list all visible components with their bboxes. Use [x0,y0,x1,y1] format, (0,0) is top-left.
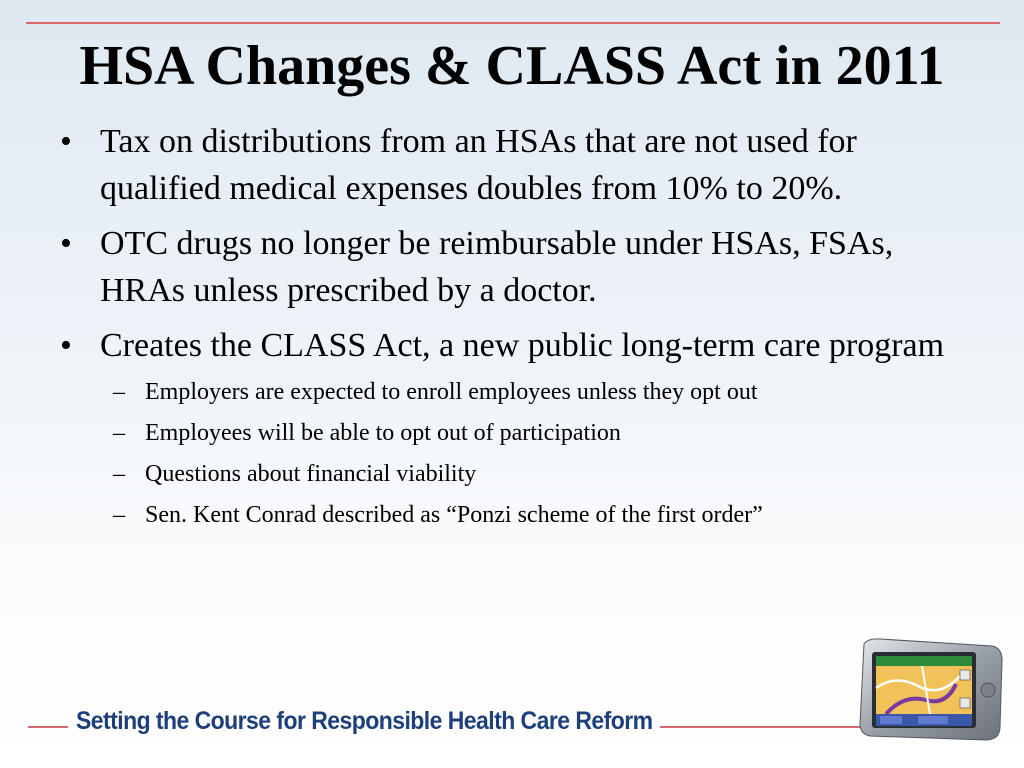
bullet-text: OTC drugs no longer be reimbursable under HSAs, FSAs, HRAs unless prescribed by a doctor. [100,225,894,309]
sub-bullet-mark: – [113,379,125,405]
bullet-item [56,220,966,314]
sub-bullet-list [56,377,966,530]
sub-bullet-mark: – [113,461,125,487]
slide-title: HSA Changes & CLASS Act in 2011 [79,35,945,97]
gps-navigator-icon [856,636,1004,744]
sub-bullet-item [56,500,966,530]
sub-bullet-item [56,418,966,448]
bullet-mark: • [60,327,72,364]
sub-bullet-mark: – [113,502,125,528]
sub-bullet-item [56,377,966,407]
sub-bullet-text: Sen. Kent Conrad described as “Ponzi scheme of the first order” [145,502,763,528]
bullet-text: Creates the CLASS Act, a new public long-term care program [100,327,945,364]
bullet-list [56,118,966,541]
sub-bullet-text: Employees will be able to opt out of participation [145,420,621,446]
sub-bullet-text: Questions about financial viability [145,461,477,487]
footer-rule-right [660,726,860,728]
bullet-mark: • [60,225,72,262]
bullet-item [56,322,966,369]
sub-bullet-mark: – [113,420,125,446]
footer-rule-left [28,726,68,728]
sub-bullet-item [56,459,966,489]
bullet-text: Tax on distributions from an HSAs that are not used for qualified medical expenses doubles from 10% to 20%. [100,123,857,207]
bullet-item [56,118,966,212]
top-rule [26,22,1000,24]
footer-tagline: Setting the Course for Responsible Health Care Reform [76,707,653,735]
bullet-mark: • [60,123,72,160]
sub-bullet-text: Employers are expected to enroll employees unless they opt out [145,379,758,405]
